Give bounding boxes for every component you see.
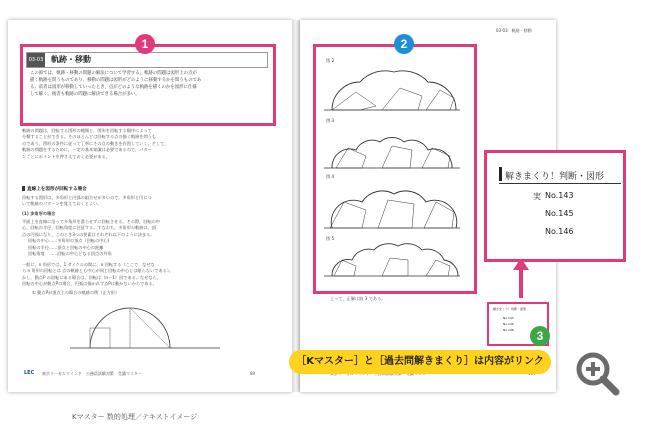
badge-1: 1 xyxy=(135,34,155,54)
body-paragraph xyxy=(22,128,266,160)
callout-item: No.143 xyxy=(545,191,574,200)
zoom-in-icon[interactable] xyxy=(574,350,620,396)
callout-item: No.146 xyxy=(545,227,574,236)
sub-paragraph xyxy=(22,195,266,208)
left-footer-text: 東京リーガルマインド 公務員試験対策 受講マスター xyxy=(42,371,142,376)
link-banner: ［Kマスター］と［過去問解きまくり］は内容がリンク xyxy=(289,350,551,374)
highlight-box-1 xyxy=(20,44,276,126)
right-bottom-note: 上って，正解は肢 3 である。 xyxy=(330,296,386,301)
sub-paragraph-3 xyxy=(22,262,266,288)
callout-underline xyxy=(499,183,621,184)
mini-callout-item: No.143 xyxy=(503,316,514,320)
left-page-number: 89 xyxy=(250,371,256,376)
fig-label: 図 5 xyxy=(326,236,335,241)
badge-2: 2 xyxy=(394,34,414,54)
intro-line: して解く。後者も軌跡の問題に解決できる場合が多い。 xyxy=(30,92,140,97)
book-spine xyxy=(292,20,300,392)
body-line: 点の円弧になり，このとき3つの要素はそれぞれ以下のように決まる。 xyxy=(22,231,155,237)
body-line: 心，回転の半径，回転角度に注意する。すなわち，多角形の軌跡は，頂 xyxy=(22,225,157,231)
mini-callout-item: No.145 xyxy=(503,322,514,326)
callout-prefix: 実 xyxy=(533,192,541,201)
callout-title: 解きまくり！判断・図形 xyxy=(505,172,605,182)
body-line: いて軌跡のパターンを覚えておくとよい。 xyxy=(22,201,102,207)
body-line: 回転の中心……多角形の頂点（回転の中心) xyxy=(28,238,110,244)
right-header: 03-03 軌跡・移動 xyxy=(496,28,532,33)
subheading: 直線上を図形が回転する場合 xyxy=(22,186,87,192)
body-line: 回転の半径……頂点と回転の中心の距離 xyxy=(28,244,104,250)
body-line: 平面上を直線に沿って多角形を滑らせずに回転させる。その際，回転の中 xyxy=(22,219,161,224)
body-line: 軌跡の問題は，回転する図形の種類と，図形を回転する順序によって xyxy=(22,128,152,133)
callout-item: No.145 xyxy=(545,209,574,218)
section-number: 03-03 xyxy=(27,53,45,67)
intro-line: 描く軌跡を問うものであり，移動の問題は図形がどのように移動するかを問うものであ xyxy=(30,78,202,83)
body-line: のであり，図形の条件に従って丁寧にその点の動きを作図していく。そして， xyxy=(22,140,169,146)
body-line: 一般に，n 角形では，1 サイクルの間に，n 回転する（ここで、なぜな xyxy=(22,262,155,267)
rolling-figures xyxy=(322,62,462,284)
square-roll-figure xyxy=(70,298,220,358)
subsub-heading: (1) 多角形の場合 xyxy=(22,211,56,216)
body-line: 軌跡の問題をするために，一定の基本知識は必要であるので，パター xyxy=(22,147,152,153)
body-line: 回転角度 ……回転の中心となる頂点の外角 xyxy=(28,251,112,257)
body-line: 回転する図形は，多角形と円弧の組合せが多いので，多角形と円につ xyxy=(22,195,152,200)
fig-label: 図 3 xyxy=(326,118,335,123)
body-line: 回転の中心が動点Pの場合，円弧は描かれず点Pは動かないからである。 xyxy=(22,281,157,287)
section-title: 軌跡・移動 xyxy=(51,55,91,64)
left-footer-logo: LEC xyxy=(24,370,35,376)
sub-paragraph-2 xyxy=(22,219,266,257)
mini-callout-title: 解きまくり！判断・図形 xyxy=(493,307,527,311)
mini-callout-item: No.146 xyxy=(503,328,514,332)
image-caption: Kマスター 数的処理／テキストイメージ xyxy=(72,413,198,421)
fig-label: 図 4 xyxy=(326,174,335,179)
fig-label: 図 2 xyxy=(326,58,335,63)
badge-3: 3 xyxy=(530,326,550,346)
body-line: ンごとにポイントを押さえておく必要がある。 xyxy=(22,153,110,159)
body-line: 分類することができる。そのほとんどは回転する点の描く軌跡を問うも xyxy=(22,134,157,140)
callout-bar xyxy=(499,167,502,181)
example-label: ① 動点Pが頂点上の場合の軌跡の例（正方形） xyxy=(32,290,120,295)
intro-line: る。前者は図形が移動していったとき，点がどのような軌跡を描くのかを図形に仕様 xyxy=(30,85,197,90)
zoomed-callout xyxy=(484,150,626,262)
callout-arrow xyxy=(519,268,523,298)
body-line: かし，動点P の回転にある場合は，回転は（n－1）回である。なぜなら， xyxy=(22,274,161,280)
body-line: ら n 角形の回転とは 点の軌跡とも中心が同じ回転の中心とは限らないである）。 xyxy=(22,268,174,274)
intro-line: この節では，軌跡・移動の問題の解法について学習する。軌跡の問題は図形上の点が xyxy=(30,71,197,76)
